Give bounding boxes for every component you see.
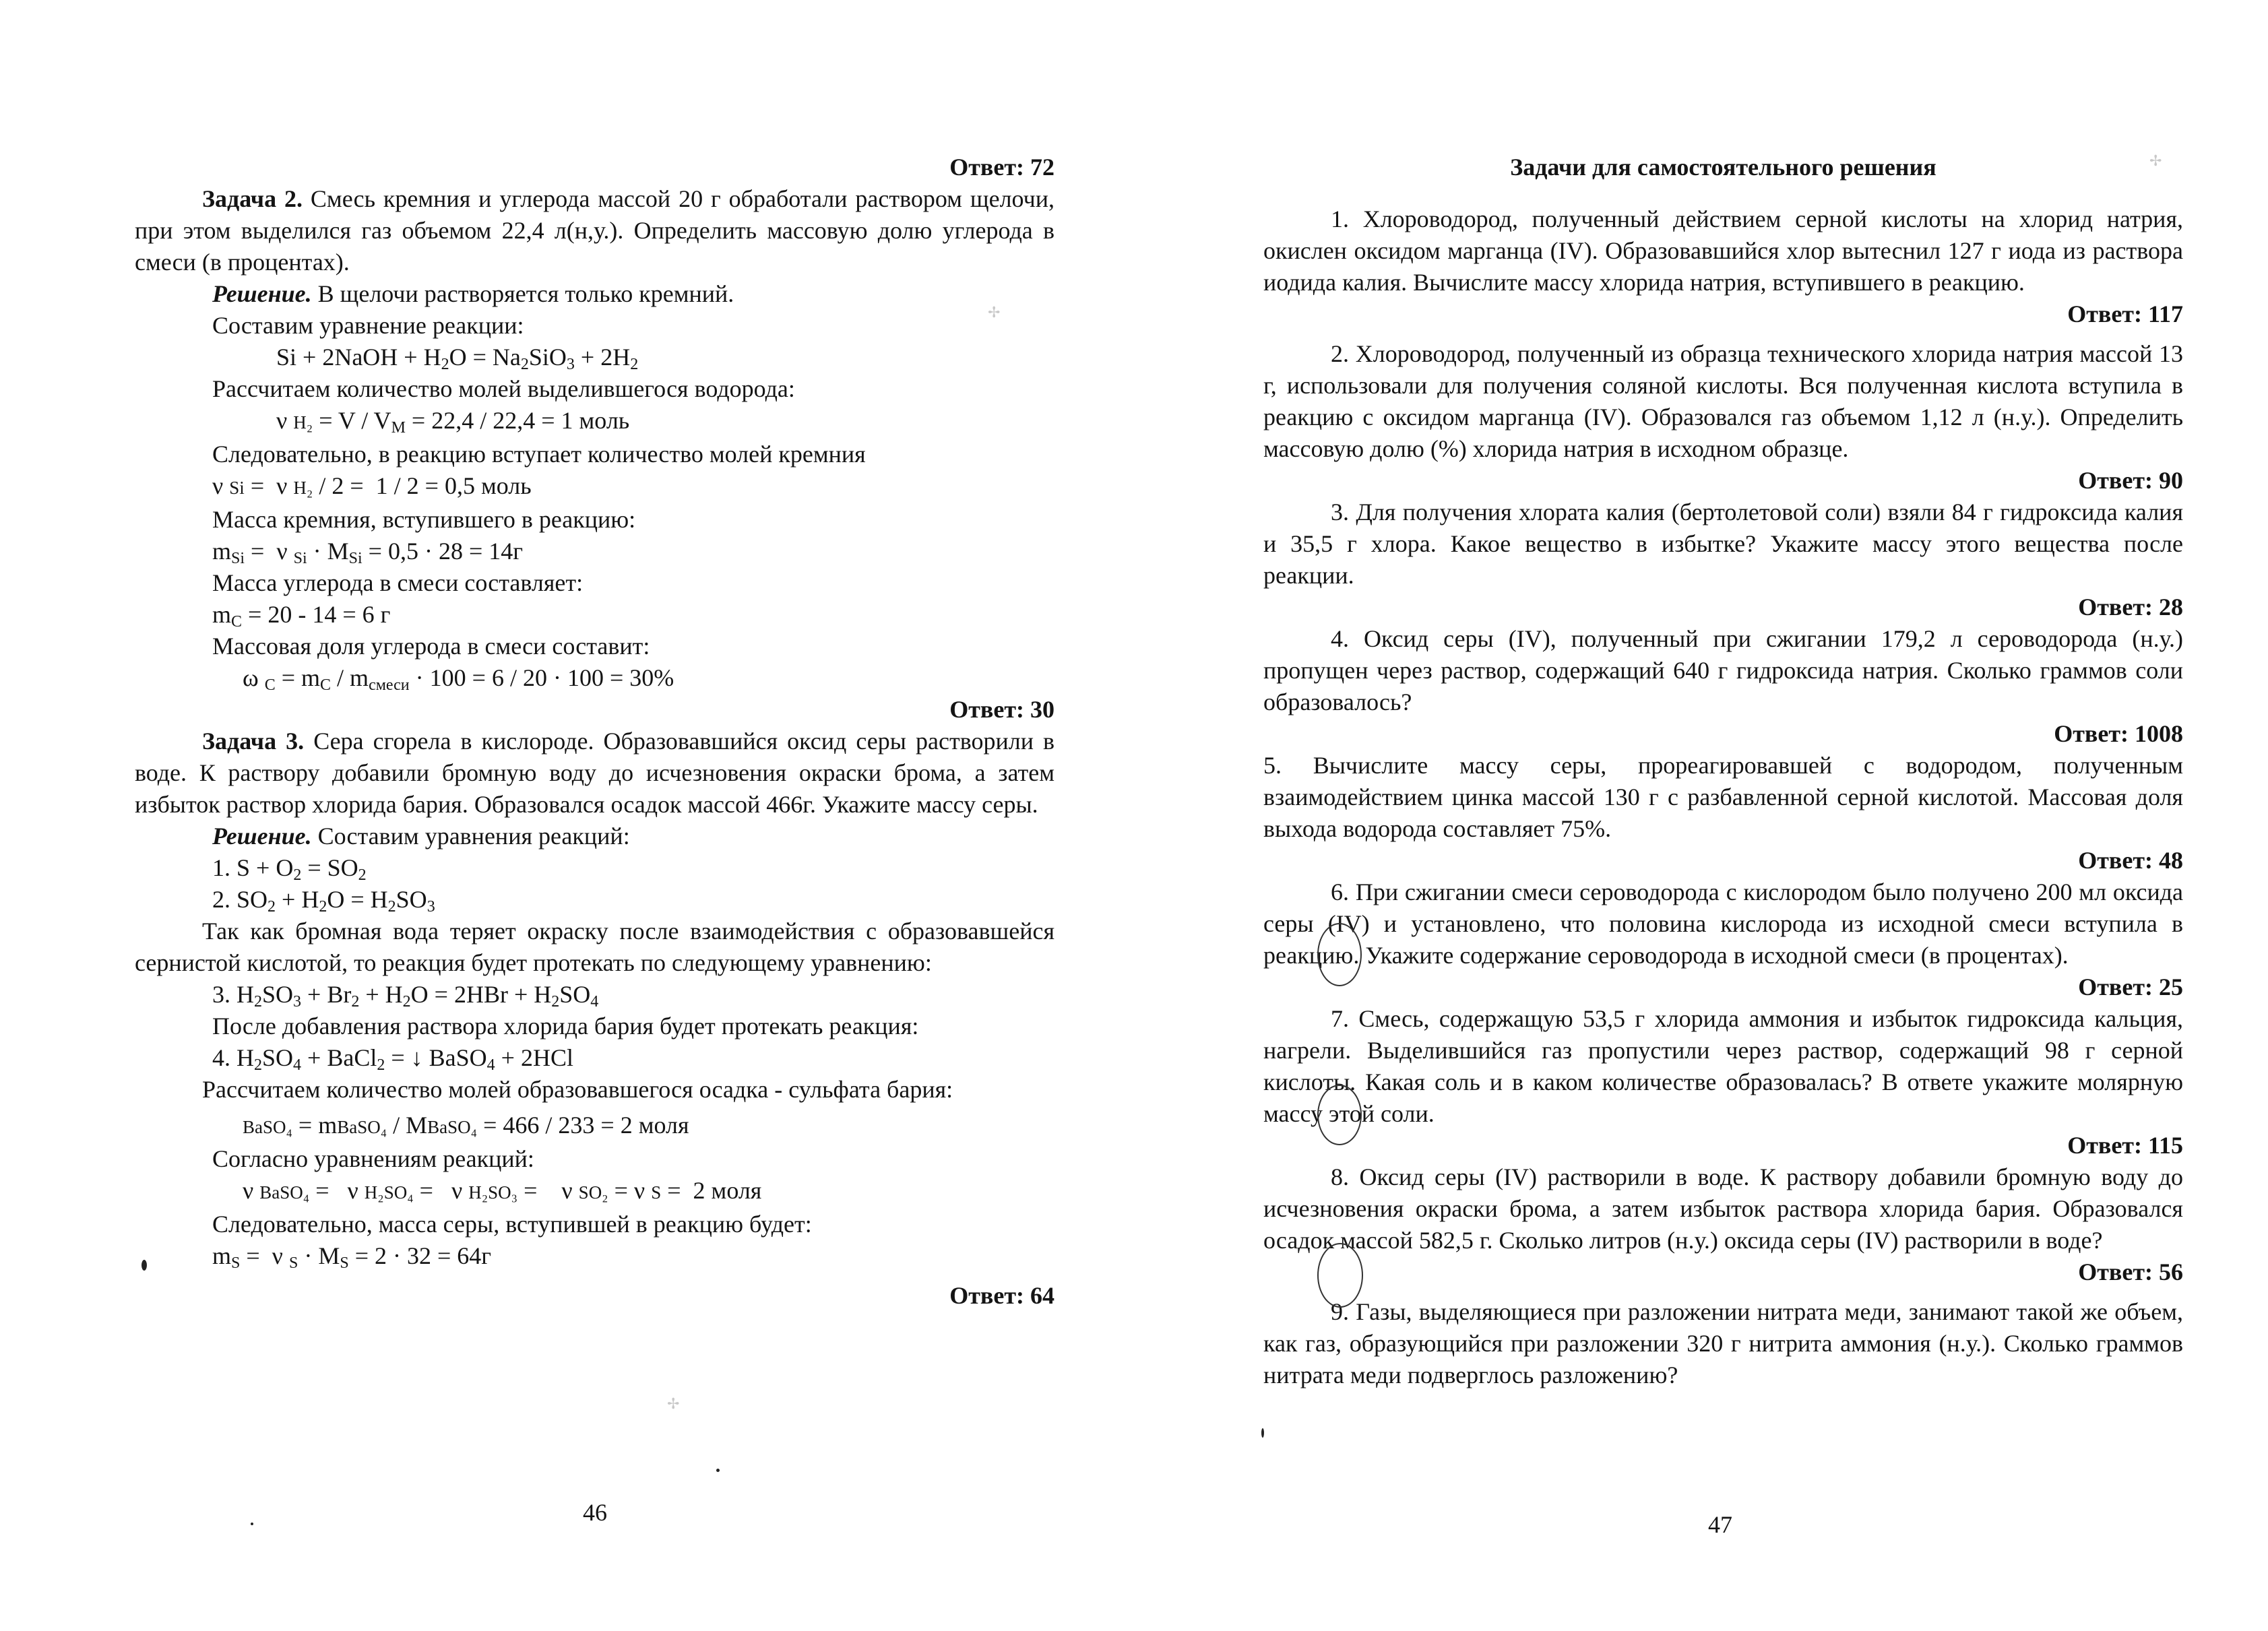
task-3-equation: BaSO₄ = mBaSO₄ / MBaSO₄ = 466 / 233 = 2 моля bbox=[243, 1112, 689, 1139]
task-3-line: После добавления раствора хлорида бария будет протекать реакция: bbox=[212, 1013, 919, 1040]
scan-noise: ✢ bbox=[988, 304, 1001, 321]
problem-text: При сжигании смеси сероводорода с кислородом было получено 200 мл оксида серы (IV) и установлено, что половина кислорода из исходной смеси вступила в реакцию. Укажите содержание сероводорода в исходной смеси (в процентах). bbox=[1263, 878, 2184, 969]
task-2-equation: ν Si = ν H₂ / 2 = 1 / 2 = 0,5 моль bbox=[212, 472, 532, 499]
problem-8-answer: Ответ: 56 bbox=[2078, 1258, 2183, 1285]
task-2-equation: $m_{Si} = \nu$ $_{Si} \cdot M_{Si} = 0,5 \cdot 28 = 14г$ bbox=[212, 538, 524, 567]
problem-1-answer: Ответ: 117 bbox=[2067, 300, 2183, 327]
scan-speck bbox=[716, 1469, 720, 1472]
problem-8 bbox=[1263, 1161, 2183, 1256]
task-3-solution-text: Составим уравнения реакций: bbox=[317, 823, 630, 850]
handwritten-circle-mark bbox=[1317, 1243, 1363, 1308]
task-2-answer: Ответ: 30 bbox=[949, 696, 1054, 723]
task-3-equation: ν BaSO₄ = ν H₂SO₄ = ν H₂SO₃ = ν SO₂ = ν S = 2 моля bbox=[243, 1177, 762, 1204]
problem-2-answer: Ответ: 90 bbox=[2078, 467, 2183, 494]
task-3-label: Задача 3. bbox=[202, 728, 305, 755]
problem-number: 4. bbox=[1331, 625, 1349, 652]
task-2-text: Смесь кремния и углерода массой 20 г обработали раствором щелочи, при этом выделился газ объемом 22,4 л(н,у.). Определить массовую долю углерода в смеси (в процентах). bbox=[135, 185, 1054, 276]
section-title: Задачи для самостоятельного решения bbox=[1510, 154, 1936, 181]
problem-9 bbox=[1263, 1296, 2183, 1391]
task-3-equation: $m_S = \nu$ $_S \cdot M_S = 2 \cdot 32 = 64г$ bbox=[212, 1242, 492, 1272]
problem-text: Оксид серы (IV), полученный при сжигании 179,2 л сероводорода (н.у.) пропущен через раствор, содержащий 640 г гидроксида натрия. Сколько граммов соли образовалось? bbox=[1263, 625, 2183, 715]
task-3-line: Следовательно, масса серы, вступившей в реакцию будет: bbox=[212, 1211, 812, 1238]
task-2-equation: Si + 2NaOH + $H_2O = Na_2SiO_3 + 2H_2$ bbox=[276, 344, 639, 373]
problem-7 bbox=[1263, 1003, 2183, 1130]
task-2-statement bbox=[135, 183, 1054, 278]
problem-4 bbox=[1263, 623, 2183, 718]
left-page bbox=[135, 0, 1054, 1631]
task-2-label: Задача 2. bbox=[202, 185, 303, 212]
task-2-equation: ν $H_2 = V / V_M = 22,4 / 22,4 = 1$ моль bbox=[276, 407, 630, 437]
problem-3 bbox=[1263, 497, 2183, 591]
task-3-statement bbox=[135, 726, 1054, 821]
task-3-line: Рассчитаем количество молей образовавшегося осадка - сульфата бария: bbox=[202, 1076, 953, 1103]
task-3-line: Согласно уравнениям реакций: bbox=[212, 1145, 534, 1172]
task-3-equation: 4. $H_2SO_4$ + BaCl$_2$ = ↓ BaSO$_4$ + 2HCl bbox=[212, 1044, 573, 1074]
scan-noise: ✢ bbox=[667, 1395, 680, 1412]
task-2-line: Масса кремния, вступившего в реакцию: bbox=[212, 506, 636, 533]
task-2-solution-label: Решение. bbox=[212, 280, 312, 307]
answer-72: Ответ: 72 bbox=[949, 154, 1054, 181]
problem-text: Смесь, содержащую 53,5 г хлорида аммония и избыток гидроксида кальция, нагрели. Выделившийся газ пропустили через раствор, содержащий 98 г серной кислоты. Какая соль и в каком количестве образовалась? В ответе укажите молярную массу этой соли. bbox=[1263, 1005, 2184, 1127]
problem-number: 3. bbox=[1331, 499, 1349, 525]
task-2-equation: ω $_C = m_C / m_{смеси} \cdot 100 = 6 / 20 \cdot 100 = 30\%$ bbox=[243, 664, 674, 694]
task-2-line: Масса углерода в смеси составляет: bbox=[212, 569, 584, 596]
task-2-line: Рассчитаем количество молей выделившегося водорода: bbox=[212, 375, 795, 402]
task-3-solution bbox=[135, 821, 1054, 852]
task-3-line: Так как бромная вода теряет окраску после взаимодействия с образовавшейся сернистой кислотой, то реакция будет протекать по следующему уравнению: bbox=[135, 918, 1054, 976]
problem-text: Оксид серы (IV) растворили в воде. К раствору добавили бромную воду до исчезновения окраски брома, а затем избыток раствора хлорида бария. Образовался осадок массой 582,5 г. Сколько литров (н.у.) оксида серы (IV) растворили в воде? bbox=[1263, 1163, 2183, 1254]
problem-text: Вычислите массу серы, прореагировавшей с водородом, полученным взаимодействием цинка массой 130 г с разбавленной серной кислотой. Массовая доля выхода водорода составляет 75%. bbox=[1263, 752, 2184, 842]
problem-4-answer: Ответ: 1008 bbox=[2054, 720, 2183, 747]
problem-number: 1. bbox=[1331, 205, 1349, 232]
right-page-content bbox=[1263, 152, 2183, 1391]
problem-number: 6. bbox=[1331, 878, 1349, 905]
task-3-solution-label: Решение. bbox=[212, 823, 312, 850]
problem-5 bbox=[1263, 750, 2183, 845]
page-number-left: 46 bbox=[583, 1499, 607, 1526]
handwritten-circle-mark bbox=[1317, 923, 1362, 986]
task-2-solution-text: В щелочи растворяется только кремний. bbox=[317, 280, 734, 307]
problem-text: Газы, выделяющиеся при разложении нитрата меди, занимают такой же объем, как газ, образующийся при разложении 320 г нитрита аммония (н.у.). Сколько граммов нитрата меди подверглось разложению? bbox=[1263, 1298, 2183, 1388]
scan-speck bbox=[1261, 1428, 1264, 1438]
task-2-solution bbox=[135, 278, 1054, 310]
task-2-equation: $m_C = 20 - 14 = 6$ г bbox=[212, 601, 391, 631]
problem-1 bbox=[1263, 203, 2183, 298]
problem-7-answer: Ответ: 115 bbox=[2067, 1132, 2183, 1159]
problem-5-answer: Ответ: 48 bbox=[2078, 847, 2183, 874]
problem-number: 5. bbox=[1263, 752, 1282, 779]
problem-number: 2. bbox=[1331, 340, 1349, 367]
problem-text: Для получения хлората калия (бертолетовой соли) взяли 84 г гидроксида калия и 35,5 г хлора. Какое вещество в избытке? Укажите массу этого вещества после реакции. bbox=[1263, 499, 2184, 589]
problem-6-answer: Ответ: 25 bbox=[2078, 973, 2183, 1000]
scan-noise: ✢ bbox=[2149, 152, 2162, 169]
handwritten-circle-mark bbox=[1317, 1085, 1362, 1145]
task-2-line: Следовательно, в реакцию вступает количество молей кремния bbox=[212, 441, 866, 468]
problem-3-answer: Ответ: 28 bbox=[2078, 594, 2183, 620]
task-2-line: Составим уравнение реакции: bbox=[212, 312, 524, 339]
problem-text: Хлороводород, полученный из образца технического хлорида натрия массой 13 г, использовали для получения соляной кислоты. Вся полученная кислота вступила в реакцию с оксидом марганца (IV). Образовался газ объемом 1,12 л (н.у.). Определить массовую долю (%) хлорида натрия в исходном образце. bbox=[1263, 340, 2184, 462]
left-page-content bbox=[135, 152, 1054, 1312]
right-page bbox=[1263, 0, 2183, 1631]
problem-number: 8. bbox=[1331, 1163, 1349, 1190]
problem-number: 7. bbox=[1331, 1005, 1349, 1032]
problem-6 bbox=[1263, 876, 2183, 971]
page-number-right: 47 bbox=[1708, 1511, 1732, 1538]
task-3-text: Сера сгорела в кислороде. Образовавшийся оксид серы растворили в воде. К раствору добавили бромную воду до исчезновения окраски брома, а затем избыток раствор хлорида бария. Образовался осадок массой 466г. Укажите массу серы. bbox=[135, 728, 1055, 818]
scan-speck bbox=[141, 1260, 147, 1271]
problem-text: Хлороводород, полученный действием серной кислоты на хлорид натрия, окислен оксидом марганца (IV). Образовавшийся хлор вытеснил 127 г иода из раствора иодида калия. Вычислите массу хлорида натрия, вступившего в реакцию. bbox=[1263, 205, 2183, 296]
scan-speck bbox=[251, 1523, 253, 1525]
task-3-equation: 2. $SO_2 + H_2O = H_2SO_3$ bbox=[212, 886, 435, 916]
task-2-line: Массовая доля углерода в смеси составит: bbox=[212, 633, 650, 660]
problem-number: 9. bbox=[1331, 1298, 1349, 1325]
problem-2 bbox=[1263, 338, 2183, 465]
task-3-equation: 3. $H_2SO_3 + Br_2 + H_2O = 2HBr + H_2SO_4$ bbox=[212, 981, 599, 1011]
task-3-equation: 1. $S + O_2 = SO_2$ bbox=[212, 854, 367, 884]
task-3-answer: Ответ: 64 bbox=[949, 1282, 1054, 1309]
